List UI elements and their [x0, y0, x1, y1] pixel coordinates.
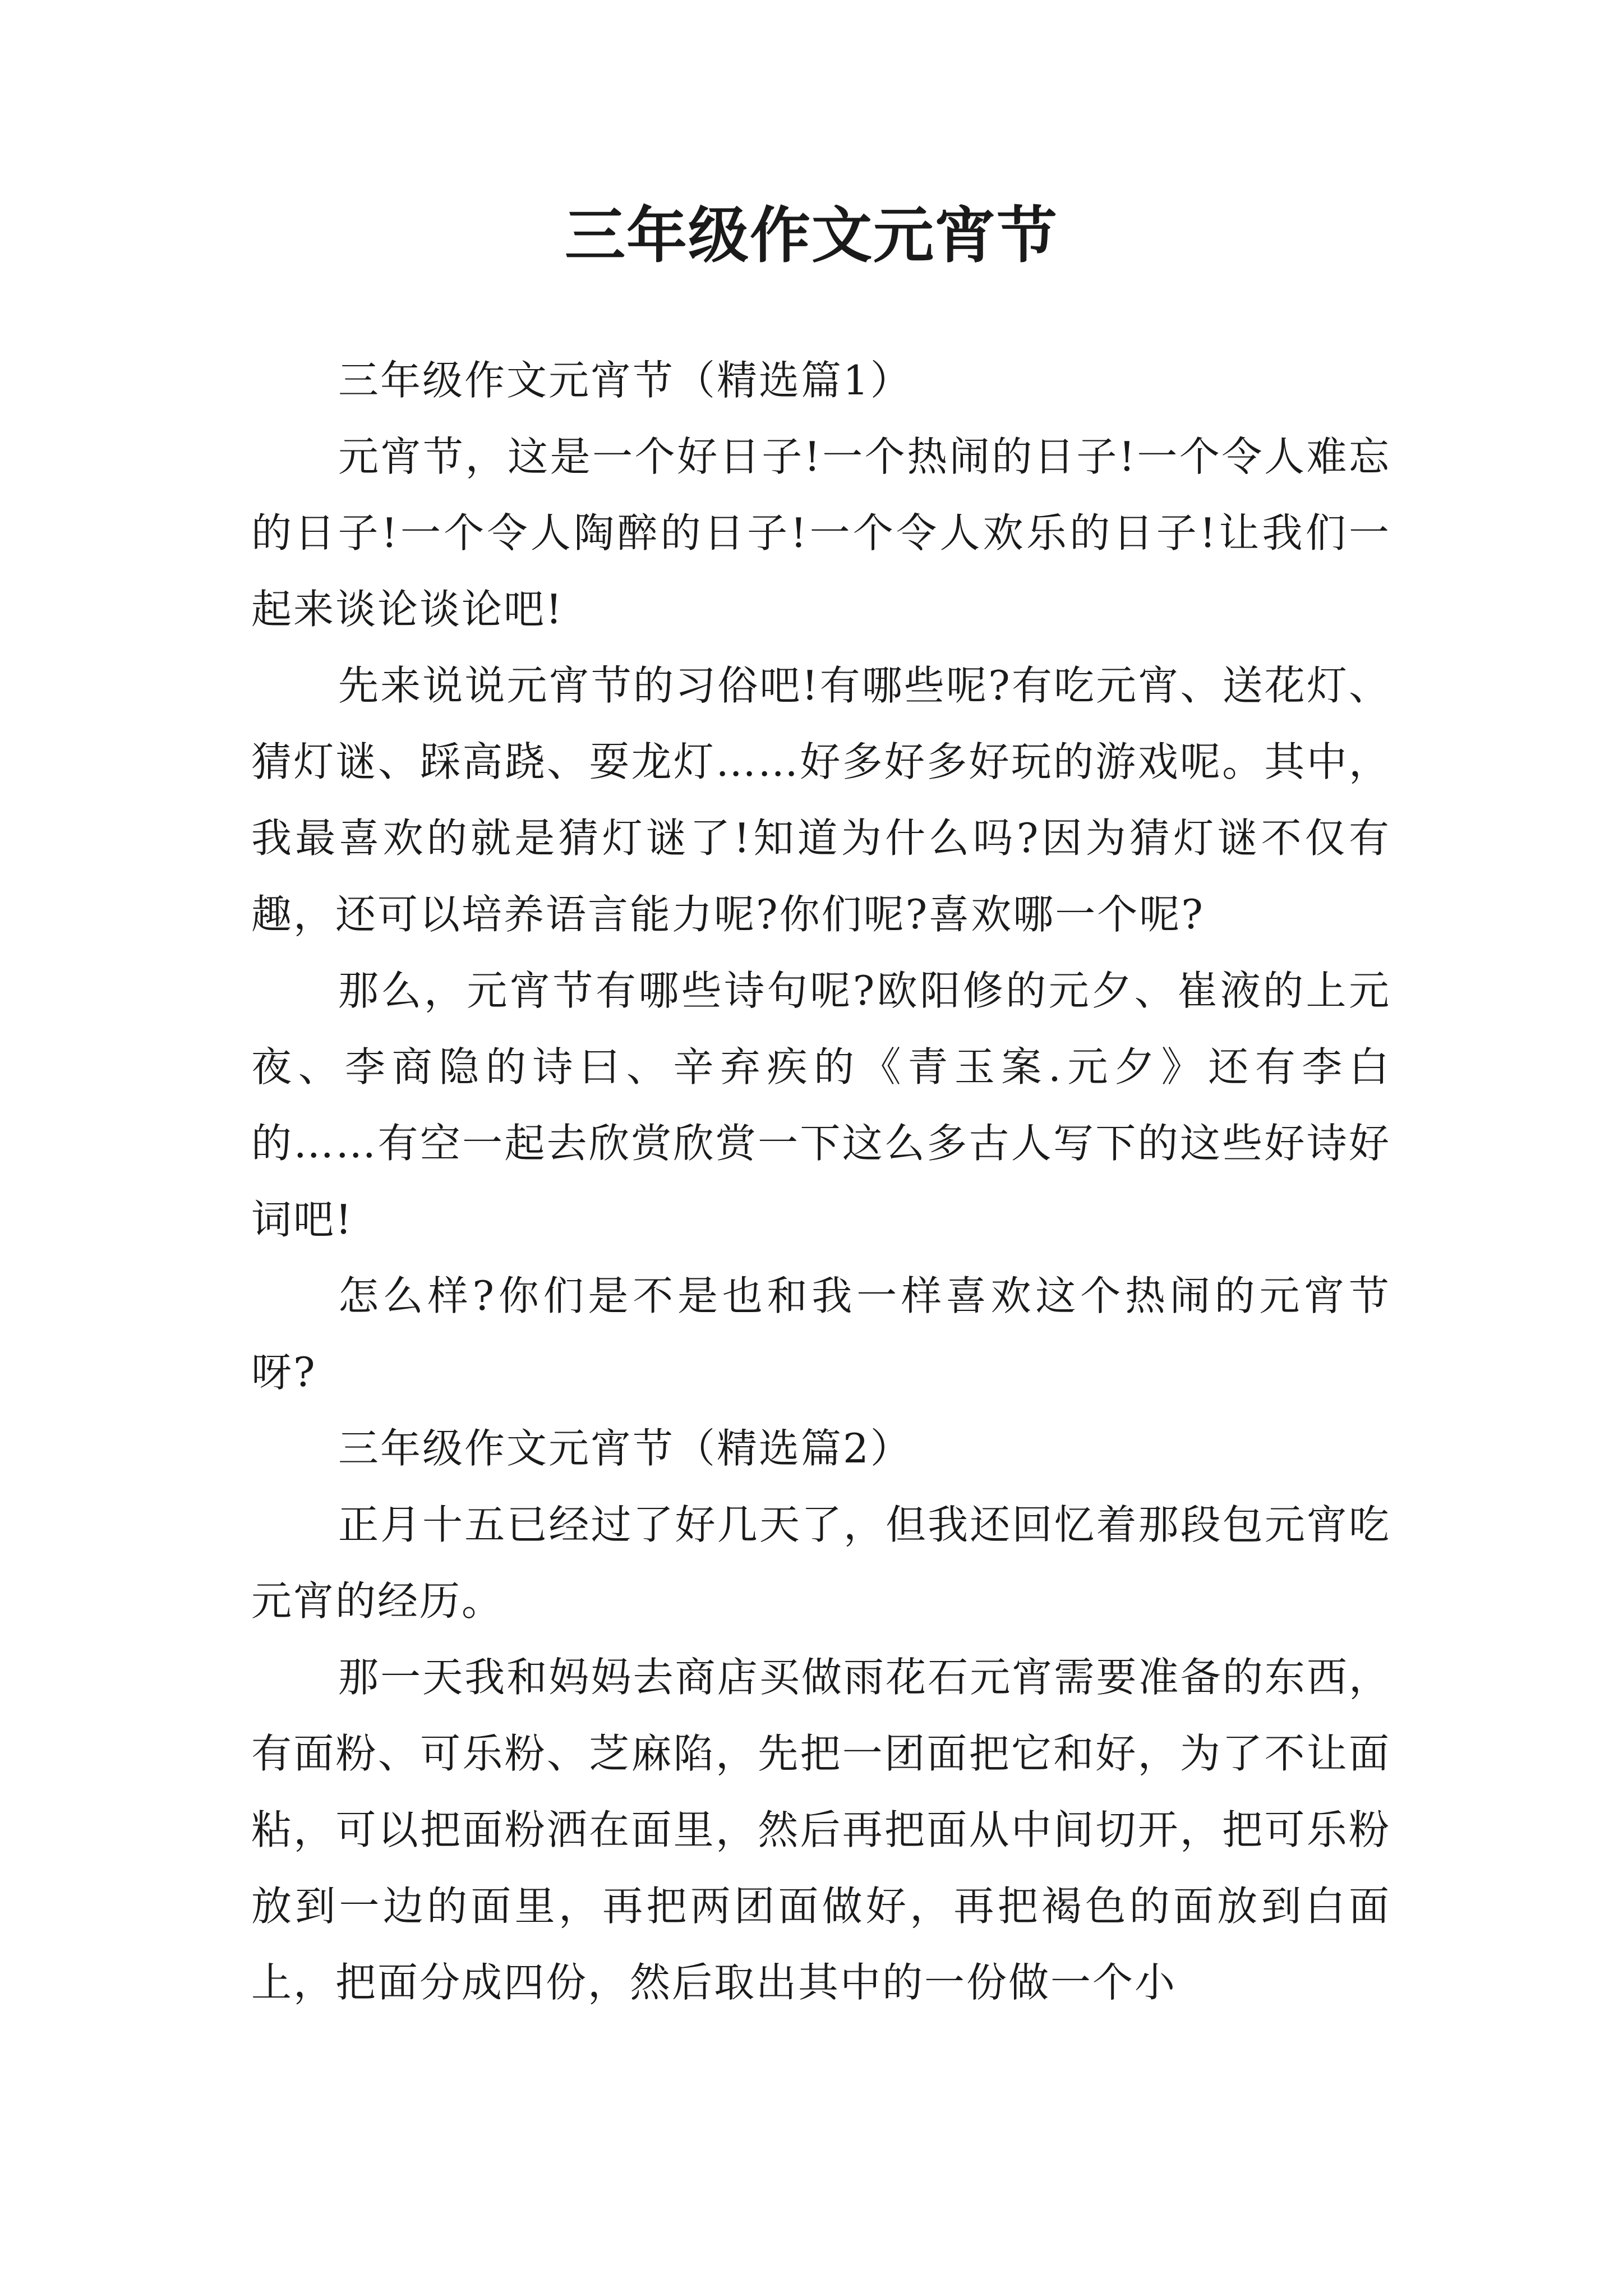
- paragraph: 元宵节，这是一个好日子!一个热闹的日子!一个令人难忘的日子!一个令人陶醉的日子!一个令人欢乐的日子!让我们一起来谈论谈论吧!: [251, 433, 1391, 633]
- paragraph: 那么，元宵节有哪些诗句呢?欧阳修的元夕、崔液的上元夜、李商隐的诗曰、辛弃疾的《青玉案.元夕》还有李白的……有空一起去欣赏欣赏一下这么多古人写下的这些好诗好词吧!: [251, 967, 1391, 1243]
- section-heading: 三年级作文元宵节（精选篇1）: [338, 357, 912, 404]
- document-body: [251, 342, 1391, 2021]
- paragraph: 怎么样?你们是不是也和我一样喜欢这个热闹的元宵节呀?: [251, 1272, 1391, 1396]
- section-heading: 三年级作文元宵节（精选篇2）: [338, 1425, 912, 1472]
- paragraph: 先来说说元宵节的习俗吧!有哪些呢?有吃元宵、送花灯、猜灯谜、踩高跷、耍龙灯……好多好多好玩的游戏呢。其中，我最喜欢的就是猜灯谜了!知道为什么吗?因为猜灯谜不仅有趣，还可以培养语言能力呢?你们呢?喜欢哪一个呢?: [251, 662, 1391, 938]
- paragraph: 正月十五已经过了好几天了，但我还回忆着那段包元宵吃元宵的经历。: [251, 1501, 1391, 1625]
- paragraph: 那一天我和妈妈去商店买做雨花石元宵需要准备的东西，有面粉、可乐粉、芝麻陷，先把一团面把它和好，为了不让面粘，可以把面粉洒在面里，然后再把面从中间切开，把可乐粉放到一边的面里，再把两团面做好，再把褐色的面放到白面上，把面分成四份，然后取出其中的一份做一个小: [251, 1654, 1391, 2006]
- document-title: 三年级作文元宵节: [564, 200, 1058, 271]
